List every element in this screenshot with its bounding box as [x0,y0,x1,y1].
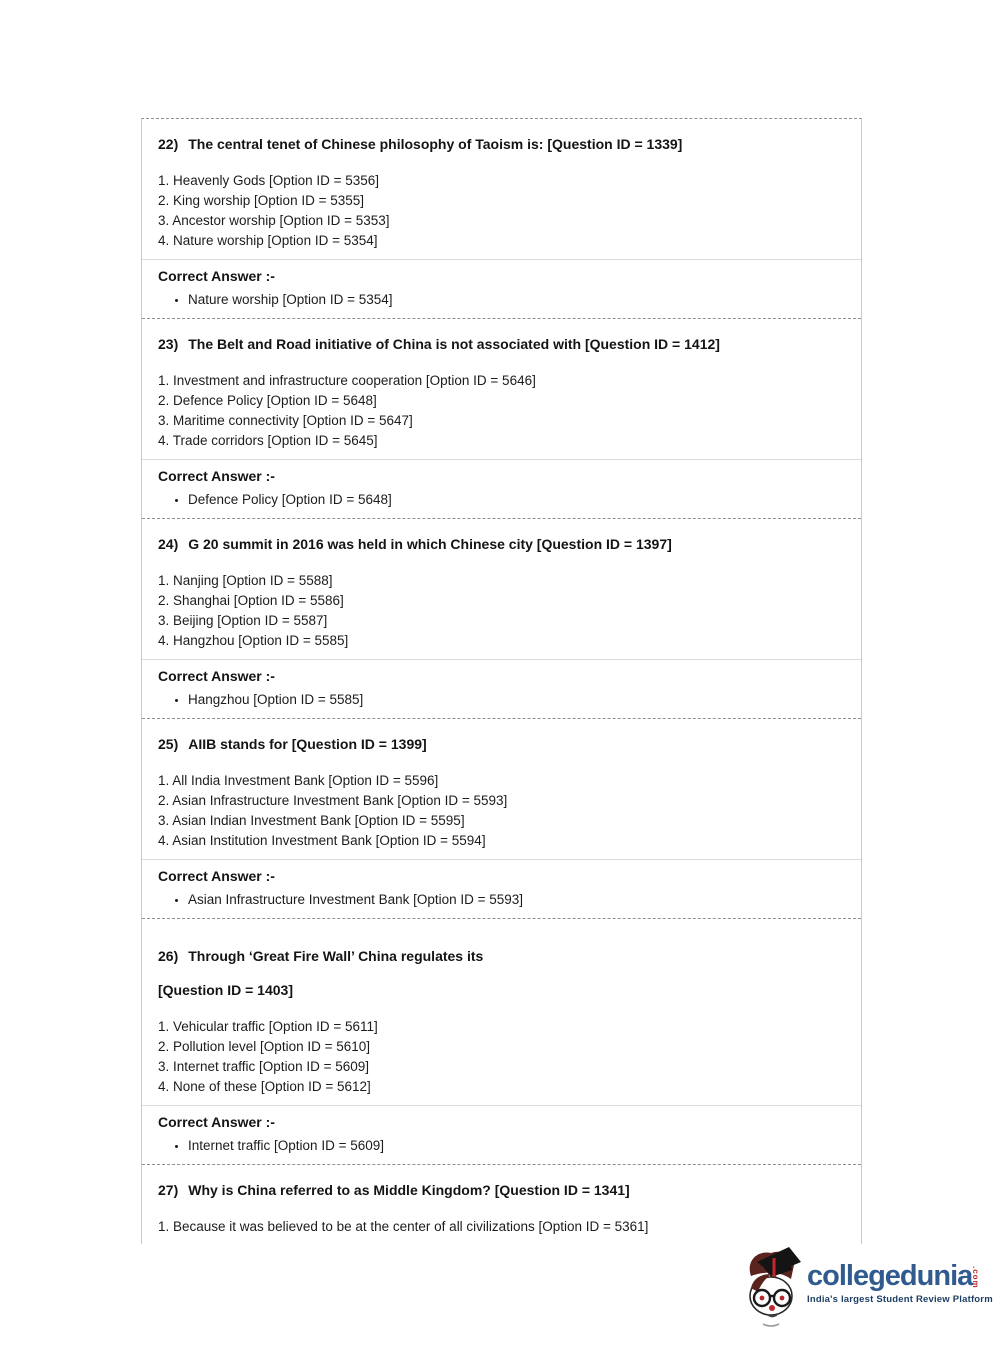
options-list [158,571,845,651]
option-item: 1. Nanjing [Option ID = 5588] [158,573,333,588]
question-block [142,919,861,1165]
correct-answer-item: • Hangzhou [Option ID = 5585] [188,692,845,707]
correct-answer-block [142,460,861,518]
option-item: 3. Beijing [Option ID = 5587] [158,613,328,628]
option-item: 2. Pollution level [Option ID = 5610] [158,1039,371,1054]
correct-answer-block [142,660,861,718]
brand-tld: .com [971,1266,981,1289]
question-text: AIIB stands for [Question ID = 1399] [188,736,427,752]
correct-answer-block [142,260,861,318]
option-item: 2. Defence Policy [Option ID = 5648] [158,393,377,408]
correct-answer-label: Correct Answer :- [158,268,275,284]
question-id-line: [Question ID = 1403] [158,982,293,998]
option-item: 3. Asian Indian Investment Bank [Option ID = 5595] [158,813,465,828]
correct-answer-label: Correct Answer :- [158,1114,275,1130]
option-item: 3. Ancestor worship [Option ID = 5353] [158,213,390,228]
correct-answer-block [142,860,861,918]
option-item: 1. All India Investment Bank [Option ID = 5596] [158,773,439,788]
question-block [142,1165,861,1244]
question-text: The central tenet of Chinese philosophy of Taoism is: [Question ID = 1339] [188,136,683,152]
option-item: 2. King worship [Option ID = 5355] [158,193,364,208]
option-item: 1. Vehicular traffic [Option ID = 5611] [158,1019,378,1034]
brand-name: collegedunia [807,1260,973,1292]
options-list [158,771,845,851]
correct-answer-label: Correct Answer :- [158,668,275,684]
option-item: 4. None of these [Option ID = 5612] [158,1079,371,1094]
question-text: The Belt and Road initiative of China is not associated with [Question ID = 1412] [188,336,720,352]
question-block [142,319,861,519]
question-title [158,949,845,964]
question-title [158,137,845,152]
option-item: 4. Nature worship [Option ID = 5354] [158,233,378,248]
option-item: 1. Because it was believed to be at the center of all civilizations [Option ID = 5361] [158,1219,649,1234]
question-title [158,737,845,752]
question-text: Through ‘Great Fire Wall’ China regulates its [188,948,484,964]
option-item: 3. Maritime connectivity [Option ID = 5647] [158,413,413,428]
brand-logo [744,1246,1001,1333]
question-title [158,337,845,352]
correct-answer-list [158,492,845,507]
mascot-icon [744,1246,802,1333]
option-item: 2. Shanghai [Option ID = 5586] [158,593,344,608]
options-list [158,171,845,251]
options-list [158,1017,845,1097]
options-list [158,371,845,451]
question-number: 27) [158,1182,179,1198]
correct-answer-item: • Internet traffic [Option ID = 5609] [188,1138,845,1153]
brand-tagline: India's largest Student Review Platform [807,1294,993,1305]
question-title [158,537,845,552]
option-item: 3. Internet traffic [Option ID = 5609] [158,1059,369,1074]
option-item: 1. Heavenly Gods [Option ID = 5356] [158,173,380,188]
question-block [142,719,861,919]
question-text: Why is China referred to as Middle Kingdom? [Question ID = 1341] [188,1182,630,1198]
option-item: 4. Hangzhou [Option ID = 5585] [158,633,349,648]
question-block [142,119,861,319]
questions-container [141,118,862,1244]
correct-answer-item: • Defence Policy [Option ID = 5648] [188,492,845,507]
correct-answer-list [158,892,845,907]
question-text: G 20 summit in 2016 was held in which Chinese city [Question ID = 1397] [188,536,672,552]
question-number: 23) [158,336,179,352]
correct-answer-label: Correct Answer :- [158,468,275,484]
question-number: 26) [158,948,179,964]
question-block [142,519,861,719]
correct-answer-label: Correct Answer :- [158,868,275,884]
question-number: 22) [158,136,179,152]
question-title [158,1183,845,1198]
option-item: 1. Investment and infrastructure cooperation [Option ID = 5646] [158,373,536,388]
option-item: 2. Asian Infrastructure Investment Bank [Option ID = 5593] [158,793,508,808]
correct-answer-item: • Nature worship [Option ID = 5354] [188,292,845,307]
correct-answer-item: • Asian Infrastructure Investment Bank [Option ID = 5593] [188,892,845,907]
options-list [158,1217,845,1237]
correct-answer-list [158,692,845,707]
correct-answer-list [158,292,845,307]
option-item: 4. Asian Institution Investment Bank [Option ID = 5594] [158,833,486,848]
logo-text [807,1246,1001,1305]
correct-answer-block [142,1106,861,1164]
question-number: 24) [158,536,179,552]
question-number: 25) [158,736,179,752]
option-item: 4. Trade corridors [Option ID = 5645] [158,433,378,448]
correct-answer-list [158,1138,845,1153]
